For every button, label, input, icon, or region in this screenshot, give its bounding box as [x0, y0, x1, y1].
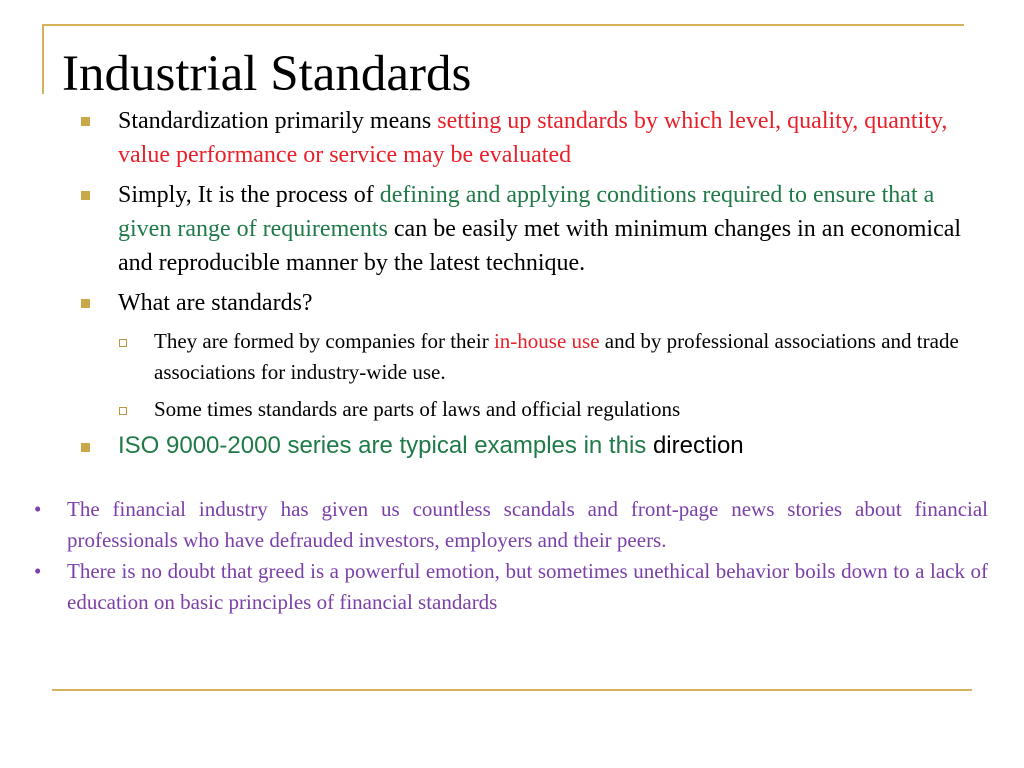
sub-bullet-text: and by professional associations and trade associations for industry-wide use. [154, 329, 959, 384]
square-bullet-icon [81, 191, 90, 200]
frame-top-line [42, 24, 964, 26]
bullet-item-what-are-standards [76, 286, 986, 320]
bullet-text: Standardization primarily means [118, 108, 438, 134]
note-item [34, 494, 988, 556]
bullet-text: What are standards? [118, 290, 313, 316]
highlight-text: setting up standards by which level, quality, quantity, value performance or service may be evaluated [118, 108, 948, 168]
hollow-square-bullet-icon [119, 339, 127, 347]
highlight-text: defining and applying conditions required to ensure that a given range of requirements [118, 182, 935, 242]
highlight-text: ISO 9000-2000 series are typical examples in this [118, 432, 653, 459]
bullet-item-process [76, 178, 986, 280]
frame-bottom-line [52, 689, 972, 691]
sub-bullet-text: Some times standards are parts of laws and official regulations [154, 397, 681, 421]
bullet-text: can be easily met with minimum changes in an economical and reproducible manner by the latest technique. [118, 216, 962, 276]
note-item [34, 556, 988, 618]
sub-bullet-text: They are formed by companies for their [154, 329, 494, 353]
bullet-text: Simply, It is the process of [118, 182, 380, 208]
note-text: The financial industry has given us countless scandals and front-page news stories about financial professionals who have defrauded investors, employers and their peers. [67, 497, 988, 552]
bullet-text: direction [652, 432, 744, 459]
sub-bullet-item-formed-by [112, 326, 986, 388]
bullet-item-iso [76, 431, 986, 461]
sub-bullet-item-laws [112, 394, 986, 425]
bullet-item-standardization [76, 104, 986, 172]
frame-left-line [42, 24, 44, 94]
dot-bullet-icon: • [34, 559, 42, 583]
square-bullet-icon [81, 117, 90, 126]
slide-title: Industrial Standards [62, 46, 472, 102]
square-bullet-icon [81, 299, 90, 308]
square-bullet-icon [81, 443, 90, 452]
note-list [34, 494, 988, 618]
note-text: There is no doubt that greed is a powerful emotion, but sometimes unethical behavior boils down to a lack of education on basic principles of financial standards [67, 559, 988, 614]
highlight-text: in-house use [493, 329, 600, 353]
hollow-square-bullet-icon [119, 407, 127, 415]
bullet-list [76, 104, 986, 467]
dot-bullet-icon: • [34, 497, 42, 521]
